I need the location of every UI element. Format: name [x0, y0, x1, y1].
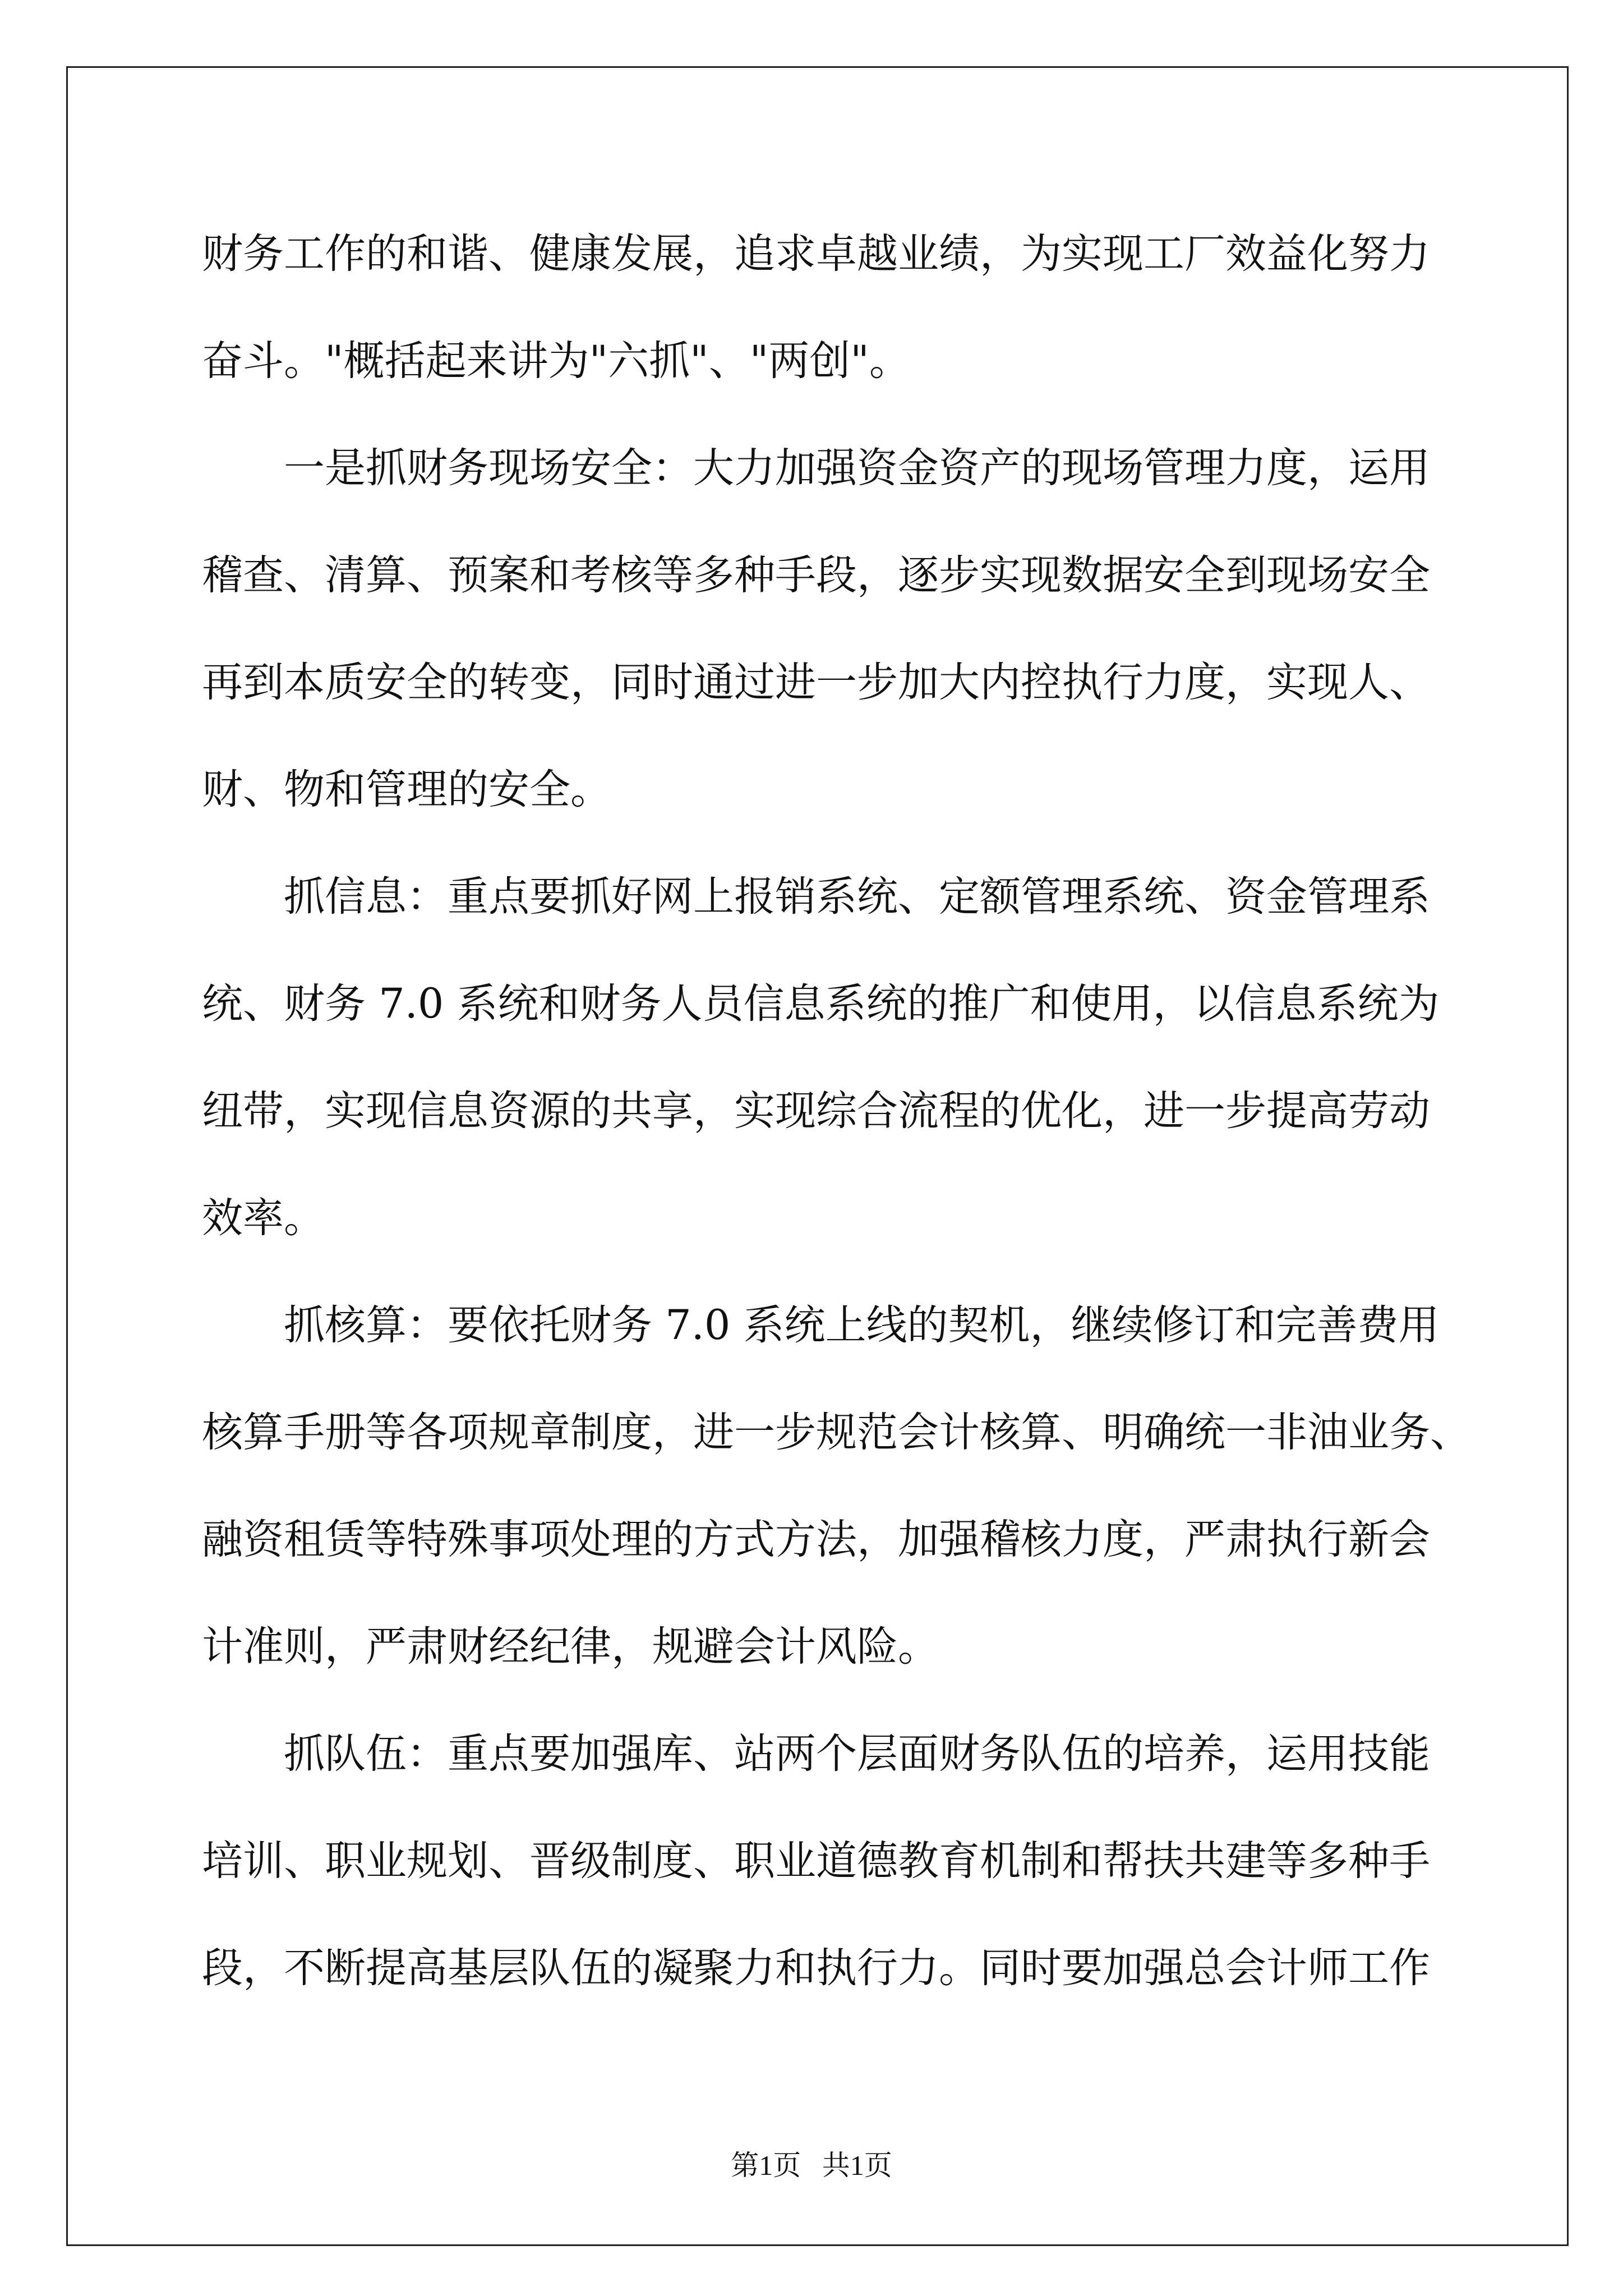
text-line: 统、财务 7.0 系统和财务人员信息系统的推广和使用，以信息系统为 [202, 980, 1440, 1028]
text-line: 培训、职业规划、晋级制度、职业道德教育机制和帮扶共建等多种手 [202, 1837, 1430, 1885]
paragraph [202, 1272, 1559, 1700]
text-line: 融资租赁等特殊事项处理的方式方法，加强稽核力度，严肃执行新会 [202, 1516, 1430, 1563]
paragraph [202, 200, 1559, 415]
text-line: 稽查、清算、预案和考核等多种手段，逐步实现数据安全到现场安全 [202, 551, 1430, 599]
text-line: 纽带，实现信息资源的共享，实现综合流程的优化，进一步提高劳动 [202, 1087, 1430, 1135]
text-line: 抓队伍：重点要加强库、站两个层面财务队伍的培养，运用技能 [284, 1730, 1430, 1778]
text-line: 抓核算：要依托财务 7.0 系统上线的契机，继续修订和完善费用 [284, 1301, 1440, 1349]
text-line: 财、物和管理的安全。 [202, 766, 611, 813]
paragraph [202, 1700, 1559, 2022]
text-line: 财务工作的和谐、健康发展，追求卓越业绩，为实现工厂效益化努力 [202, 230, 1430, 278]
text-line: 核算手册等各项规章制度，进一步规范会计核算、明确统一非油业务、 [202, 1409, 1471, 1456]
text-line: 效率。 [202, 1194, 325, 1242]
paragraph [202, 415, 1559, 843]
text-line: 再到本质安全的转变，同时通过进一步加大内控执行力度，实现人、 [202, 659, 1430, 706]
text-line: 计准则，严肃财经纪律，规避会计风险。 [202, 1623, 939, 1671]
text-line: 奋斗。"概括起来讲为"六抓"、"两创"。 [202, 337, 910, 385]
body-text [202, 200, 1559, 2022]
page-number-footer: 第1页 共1页 [731, 2150, 892, 2181]
text-line: 一是抓财务现场安全：大力加强资金资产的现场管理力度，运用 [284, 444, 1430, 492]
text-line: 段，不断提高基层队伍的凝聚力和执行力。同时要加强总会计师工作 [202, 1944, 1430, 1992]
paragraph [202, 843, 1559, 1272]
text-line: 抓信息：重点要抓好网上报销系统、定额管理系统、资金管理系 [284, 873, 1430, 921]
